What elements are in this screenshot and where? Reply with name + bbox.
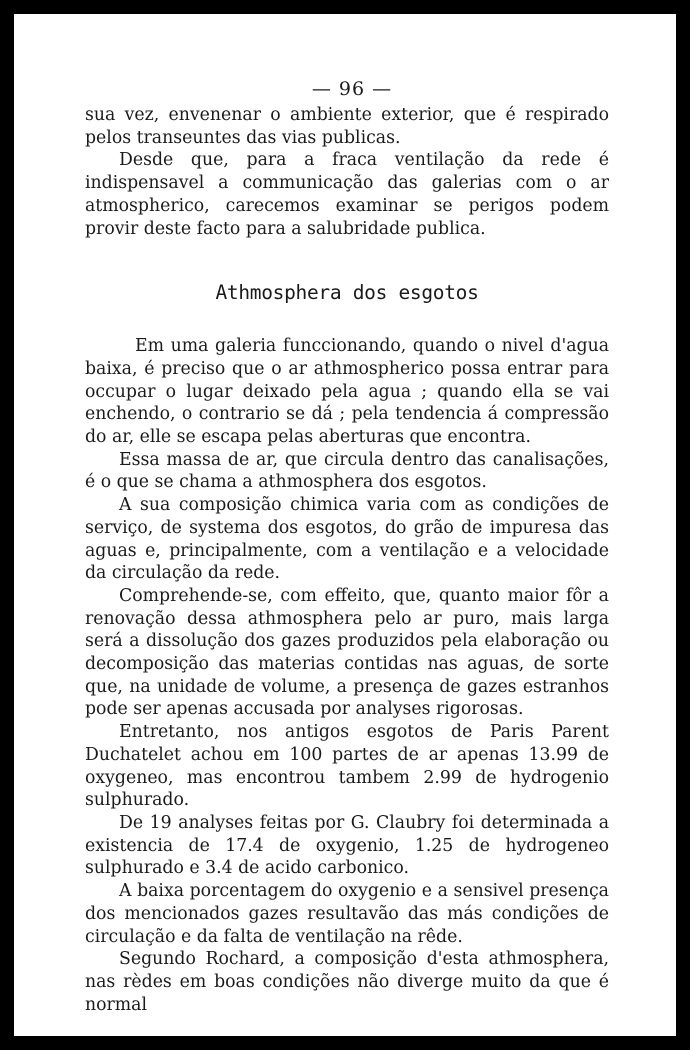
paragraph: Comprehende-se, com effeito, que, quanto maior fôr a renovação dessa athmosphera pelo ar puro, mais larga será a dissolução dos gazes produzidos pela elaboração ou decomposição das materias contidas nas aguas, de sorte que, na unidade de volume, a presença de gazes estranhos pode ser apenas accusada por analyses rigorosas. [85, 585, 609, 720]
paragraph: Entretanto, nos antigos esgotos de Paris Parent Duchatelet achou em 100 partes de ar apenas 13.99 de oxygeneo, mas encontrou tambem 2.99 de hydrogenio sulphurado. [85, 722, 609, 811]
paragraph: Essa massa de ar, que circula dentro das canalisações, é o que se chama a athmosphera dos esgotos. [85, 449, 609, 493]
paragraph: Em uma galeria funccionando, quando o nivel d'agua baixa, é preciso que o ar athmospherico possa entrar para occupar o lugar deixado pela agua ; quando ella se vai enchendo, o contrario se dá ; pela tendencia á compressão do ar, elle se escapa pelas aberturas que encontra. [85, 336, 609, 448]
page-content [85, 76, 609, 1016]
intro-text [85, 104, 609, 240]
paragraph: A baixa porcentagem do oxygenio e a sensivel presença dos mencionados gazes resultavão das más condições de circulação e da falta de ventilação na rêde. [85, 881, 609, 947]
page-number: — 96 — [311, 78, 393, 100]
paragraph: Desde que, para a fraca ventilação da rede é indispensavel a communicação das galerias com o ar atmospherico, carecemos examinar se perigos podem provir deste facto para a salubridade publica. [85, 150, 609, 239]
paragraph: De 19 analyses feitas por G. Claubry foi determinada a existencia de 17.4 de oxygenio, 1.25 de hydrogeneo sulphurado e 3.4 de acido carbonico. [85, 812, 609, 879]
section-text [85, 335, 609, 1016]
book-page [14, 14, 676, 1036]
paragraph: sua vez, envenenar o ambiente exterior, que é respirado pelos transeuntes das vias publicas. [85, 105, 609, 148]
paragraph: A sua composição chimica varia com as condições de serviço, de systema dos esgotos, do grão de impuresa das aguas e, principalmente, com a ventilação e a velocidade da circulação da rede. [85, 495, 609, 584]
section-heading: Athmosphera dos esgotos [215, 281, 479, 305]
paragraph: Segundo Rochard, a composição d'esta athmosphera, nas rèdes em boas condições não diverge muito da que é normal [85, 949, 609, 1015]
